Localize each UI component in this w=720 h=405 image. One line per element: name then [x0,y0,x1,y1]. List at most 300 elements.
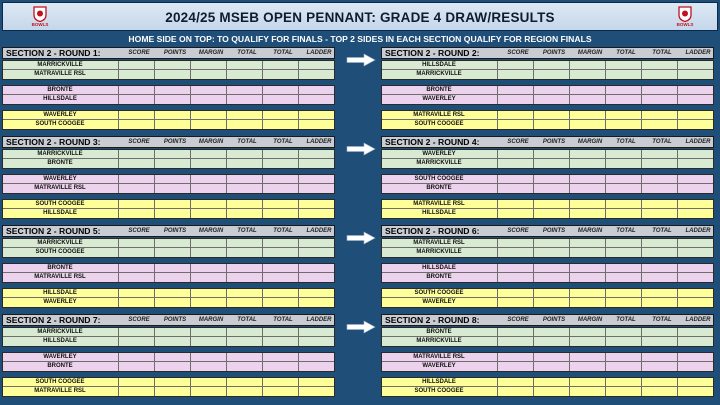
result-cell[interactable] [118,159,154,168]
result-cell[interactable] [298,337,334,346]
result-cell[interactable] [262,86,298,95]
result-cell[interactable] [569,209,605,218]
result-cell[interactable] [154,239,190,248]
result-cell[interactable] [641,248,677,257]
result-cell[interactable] [298,70,334,79]
result-cell[interactable] [641,353,677,362]
result-cell[interactable] [677,239,713,248]
result-cell[interactable] [605,175,641,184]
result-cell[interactable] [569,200,605,209]
result-cell[interactable] [154,70,190,79]
result-cell[interactable] [497,378,533,387]
result-cell[interactable] [226,95,262,104]
result-cell[interactable] [154,120,190,129]
result-cell[interactable] [190,209,226,218]
result-cell[interactable] [154,337,190,346]
result-cell[interactable] [533,289,569,298]
result-cell[interactable] [605,184,641,193]
result-cell[interactable] [226,328,262,337]
result-cell[interactable] [677,175,713,184]
match-block [2,199,335,219]
result-cell[interactable] [605,86,641,95]
result-cell[interactable] [226,337,262,346]
result-cell[interactable] [641,328,677,337]
result-cell[interactable] [569,70,605,79]
result-cell[interactable] [190,200,226,209]
result-cell[interactable] [497,175,533,184]
result-cell[interactable] [533,337,569,346]
result-cell[interactable] [118,353,154,362]
result-cell[interactable] [118,264,154,273]
logo-word: BOWLS [676,22,694,27]
result-cell[interactable] [677,95,713,104]
result-cell[interactable] [605,387,641,396]
result-cell[interactable] [190,273,226,282]
result-cell[interactable] [298,175,334,184]
result-cell[interactable] [497,150,533,159]
result-cell[interactable] [298,209,334,218]
result-cell[interactable] [298,387,334,396]
result-cell[interactable] [190,353,226,362]
result-cell[interactable] [226,184,262,193]
result-cell[interactable] [677,184,713,193]
result-cell[interactable] [298,248,334,257]
result-cell[interactable] [154,273,190,282]
result-cell[interactable] [641,86,677,95]
result-cell[interactable] [154,111,190,120]
result-cell[interactable] [605,362,641,371]
result-cell[interactable] [497,70,533,79]
result-cell[interactable] [226,387,262,396]
result-cell[interactable] [605,150,641,159]
result-cell[interactable] [190,248,226,257]
result-cell[interactable] [641,200,677,209]
round-title: SECTION 2 - ROUND 4: [385,137,480,147]
result-cell[interactable] [298,200,334,209]
result-cell[interactable] [118,328,154,337]
result-cell[interactable] [533,200,569,209]
match-block [381,174,714,194]
result-cell[interactable] [190,150,226,159]
result-cell[interactable] [605,378,641,387]
result-cell[interactable] [226,120,262,129]
result-cell[interactable] [262,298,298,307]
result-cell[interactable] [118,95,154,104]
result-cell[interactable] [298,111,334,120]
result-cell[interactable] [497,120,533,129]
result-cell[interactable] [190,239,226,248]
result-cell[interactable] [605,61,641,70]
result-cell[interactable] [533,159,569,168]
result-cell[interactable] [154,298,190,307]
result-cell[interactable] [605,209,641,218]
result-cell[interactable] [533,111,569,120]
result-cell[interactable] [605,289,641,298]
result-cell[interactable] [677,387,713,396]
result-cell[interactable] [569,175,605,184]
result-cell[interactable] [533,95,569,104]
result-cell[interactable] [641,264,677,273]
result-cell[interactable] [497,111,533,120]
result-cell[interactable] [497,289,533,298]
result-cell[interactable] [569,353,605,362]
result-cell[interactable] [641,95,677,104]
column-header: POINTS [163,228,187,234]
result-cell[interactable] [533,120,569,129]
result-cell[interactable] [533,209,569,218]
result-cell[interactable] [118,150,154,159]
result-cell[interactable] [641,70,677,79]
result-cell[interactable] [190,298,226,307]
result-cell[interactable] [533,273,569,282]
result-cell[interactable] [154,61,190,70]
result-cell[interactable] [154,289,190,298]
result-cell[interactable] [497,273,533,282]
result-cell[interactable] [497,328,533,337]
result-cell[interactable] [226,111,262,120]
result-cell[interactable] [190,378,226,387]
result-cell[interactable] [154,353,190,362]
result-cell[interactable] [262,239,298,248]
result-cell[interactable] [497,159,533,168]
result-cell[interactable] [569,337,605,346]
result-cell[interactable] [605,264,641,273]
result-cell[interactable] [298,328,334,337]
result-cell[interactable] [154,200,190,209]
result-cell[interactable] [262,184,298,193]
result-cell[interactable] [533,298,569,307]
result-cell[interactable] [677,273,713,282]
result-cell[interactable] [677,159,713,168]
result-cell[interactable] [641,239,677,248]
result-cell[interactable] [262,362,298,371]
result-cell[interactable] [641,273,677,282]
result-cell[interactable] [190,120,226,129]
result-cell[interactable] [262,200,298,209]
result-cell[interactable] [154,159,190,168]
result-cell[interactable] [569,184,605,193]
result-cell[interactable] [677,378,713,387]
result-cell[interactable] [605,337,641,346]
result-cell[interactable] [677,328,713,337]
result-cell[interactable] [497,61,533,70]
result-cell[interactable] [262,378,298,387]
home-team-row [3,328,334,337]
result-cell[interactable] [226,175,262,184]
result-cell[interactable] [118,239,154,248]
result-cell[interactable] [262,150,298,159]
result-cell[interactable] [641,159,677,168]
result-cell[interactable] [533,239,569,248]
match-block [2,377,335,397]
result-cell[interactable] [569,378,605,387]
result-cell[interactable] [226,362,262,371]
result-cell[interactable] [298,86,334,95]
result-cell[interactable] [569,95,605,104]
result-cell[interactable] [154,150,190,159]
result-cell[interactable] [118,289,154,298]
result-cell[interactable] [641,111,677,120]
result-cell[interactable] [226,159,262,168]
result-cell[interactable] [262,264,298,273]
result-cell[interactable] [605,248,641,257]
result-cell[interactable] [262,248,298,257]
result-cell[interactable] [569,150,605,159]
result-cell[interactable] [118,273,154,282]
result-cell[interactable] [569,86,605,95]
result-cell[interactable] [190,337,226,346]
result-cell[interactable] [569,362,605,371]
result-cell[interactable] [226,273,262,282]
result-cell[interactable] [497,248,533,257]
result-cell[interactable] [118,175,154,184]
result-cell[interactable] [226,298,262,307]
result-cell[interactable] [154,387,190,396]
result-cell[interactable] [226,70,262,79]
result-cell[interactable] [118,298,154,307]
result-cell[interactable] [605,111,641,120]
result-cell[interactable] [569,298,605,307]
result-cell[interactable] [154,248,190,257]
result-cell[interactable] [154,95,190,104]
result-cell[interactable] [298,61,334,70]
result-cell[interactable] [605,159,641,168]
result-cell[interactable] [226,289,262,298]
result-cell[interactable] [569,61,605,70]
result-cell[interactable] [605,353,641,362]
result-cell[interactable] [677,120,713,129]
result-cell[interactable] [190,159,226,168]
result-cell[interactable] [154,362,190,371]
result-cell[interactable] [298,362,334,371]
result-cell[interactable] [154,86,190,95]
result-cell[interactable] [677,289,713,298]
result-cell[interactable] [497,239,533,248]
result-cell[interactable] [533,175,569,184]
result-cell[interactable] [641,378,677,387]
result-cell[interactable] [298,289,334,298]
team-name: HILLSDALE [422,265,456,271]
result-cell[interactable] [497,337,533,346]
result-cell[interactable] [533,184,569,193]
result-cell[interactable] [677,248,713,257]
result-cell[interactable] [605,70,641,79]
result-cell[interactable] [226,248,262,257]
result-cell[interactable] [262,353,298,362]
result-cell[interactable] [298,159,334,168]
result-cell[interactable] [677,61,713,70]
result-cell[interactable] [677,337,713,346]
result-cell[interactable] [677,150,713,159]
result-cell[interactable] [677,86,713,95]
result-cell[interactable] [262,61,298,70]
result-cell[interactable] [641,209,677,218]
result-cell[interactable] [226,378,262,387]
result-cell[interactable] [641,150,677,159]
result-cell[interactable] [298,95,334,104]
result-cell[interactable] [497,298,533,307]
result-cell[interactable] [190,111,226,120]
result-cell[interactable] [118,61,154,70]
result-cell[interactable] [533,150,569,159]
result-cell[interactable] [226,86,262,95]
result-cell[interactable] [298,378,334,387]
result-cell[interactable] [533,378,569,387]
result-cell[interactable] [226,209,262,218]
result-cell[interactable] [641,175,677,184]
result-cell[interactable] [641,61,677,70]
result-cell[interactable] [262,159,298,168]
result-cell[interactable] [677,200,713,209]
result-cell[interactable] [298,298,334,307]
result-cell[interactable] [190,362,226,371]
result-cell[interactable] [533,362,569,371]
result-cell[interactable] [118,86,154,95]
result-cell[interactable] [262,337,298,346]
result-cell[interactable] [118,387,154,396]
result-cell[interactable] [569,289,605,298]
result-cell[interactable] [569,387,605,396]
result-cell[interactable] [605,328,641,337]
result-cell[interactable] [154,378,190,387]
result-cell[interactable] [641,120,677,129]
result-cell[interactable] [226,200,262,209]
result-cell[interactable] [497,209,533,218]
result-cell[interactable] [533,264,569,273]
result-cell[interactable] [533,387,569,396]
result-cell[interactable] [497,353,533,362]
result-cell[interactable] [298,120,334,129]
result-cell[interactable] [641,298,677,307]
result-cell[interactable] [154,184,190,193]
result-cell[interactable] [190,328,226,337]
result-cell[interactable] [497,264,533,273]
result-cell[interactable] [226,150,262,159]
result-cell[interactable] [569,264,605,273]
result-cell[interactable] [190,95,226,104]
result-cell[interactable] [262,289,298,298]
result-cell[interactable] [641,387,677,396]
result-cell[interactable] [190,264,226,273]
result-cell[interactable] [226,239,262,248]
result-cell[interactable] [497,86,533,95]
result-cell[interactable] [262,120,298,129]
result-cell[interactable] [569,239,605,248]
result-cell[interactable] [677,111,713,120]
result-cell[interactable] [497,200,533,209]
result-cell[interactable] [641,289,677,298]
result-cell[interactable] [641,362,677,371]
result-cell[interactable] [497,184,533,193]
column-header: MARGIN [198,317,224,323]
result-cell[interactable] [118,362,154,371]
result-cell[interactable] [118,111,154,120]
result-cell[interactable] [605,120,641,129]
result-cell[interactable] [677,70,713,79]
result-cell[interactable] [677,362,713,371]
result-cell[interactable] [298,239,334,248]
result-cell[interactable] [262,328,298,337]
result-cell[interactable] [569,248,605,257]
result-cell[interactable] [569,120,605,129]
result-cell[interactable] [118,248,154,257]
result-cell[interactable] [118,337,154,346]
result-cell[interactable] [118,70,154,79]
result-cell[interactable] [533,328,569,337]
result-cell[interactable] [605,273,641,282]
result-cell[interactable] [641,337,677,346]
result-cell[interactable] [533,86,569,95]
away-team-row [3,298,334,307]
result-cell[interactable] [677,298,713,307]
result-cell[interactable] [677,353,713,362]
result-cell[interactable] [605,95,641,104]
result-cell[interactable] [118,378,154,387]
result-cell[interactable] [262,111,298,120]
result-cell[interactable] [641,184,677,193]
result-cell[interactable] [118,200,154,209]
result-cell[interactable] [497,95,533,104]
result-cell[interactable] [569,159,605,168]
result-cell[interactable] [533,70,569,79]
result-cell[interactable] [262,175,298,184]
round-title: SECTION 2 - ROUND 8: [385,315,480,325]
result-cell[interactable] [118,120,154,129]
result-cell[interactable] [226,353,262,362]
result-cell[interactable] [190,70,226,79]
team-name: BRONTE [47,363,73,369]
result-cell[interactable] [226,61,262,70]
result-cell[interactable] [190,61,226,70]
result-cell[interactable] [154,328,190,337]
result-cell[interactable] [533,248,569,257]
result-cell[interactable] [154,209,190,218]
result-cell[interactable] [298,264,334,273]
result-cell[interactable] [605,200,641,209]
result-cell[interactable] [497,362,533,371]
result-cell[interactable] [190,184,226,193]
result-cell[interactable] [569,328,605,337]
result-cell[interactable] [605,298,641,307]
result-cell[interactable] [190,175,226,184]
result-cell[interactable] [677,209,713,218]
result-cell[interactable] [298,150,334,159]
result-cell[interactable] [262,273,298,282]
result-cell[interactable] [154,264,190,273]
result-cell[interactable] [262,95,298,104]
result-cell[interactable] [533,353,569,362]
result-cell[interactable] [190,387,226,396]
result-cell[interactable] [298,353,334,362]
result-cell[interactable] [298,273,334,282]
result-cell[interactable] [262,387,298,396]
result-cell[interactable] [262,70,298,79]
result-cell[interactable] [605,239,641,248]
result-cell[interactable] [190,289,226,298]
result-cell[interactable] [677,264,713,273]
result-cell[interactable] [262,209,298,218]
result-cell[interactable] [298,184,334,193]
result-cell[interactable] [569,111,605,120]
result-cell[interactable] [118,184,154,193]
result-cell[interactable] [154,175,190,184]
result-cell[interactable] [118,209,154,218]
result-cell[interactable] [569,273,605,282]
result-cell[interactable] [533,61,569,70]
result-cell[interactable] [497,387,533,396]
result-cell[interactable] [190,86,226,95]
result-cell[interactable] [226,264,262,273]
